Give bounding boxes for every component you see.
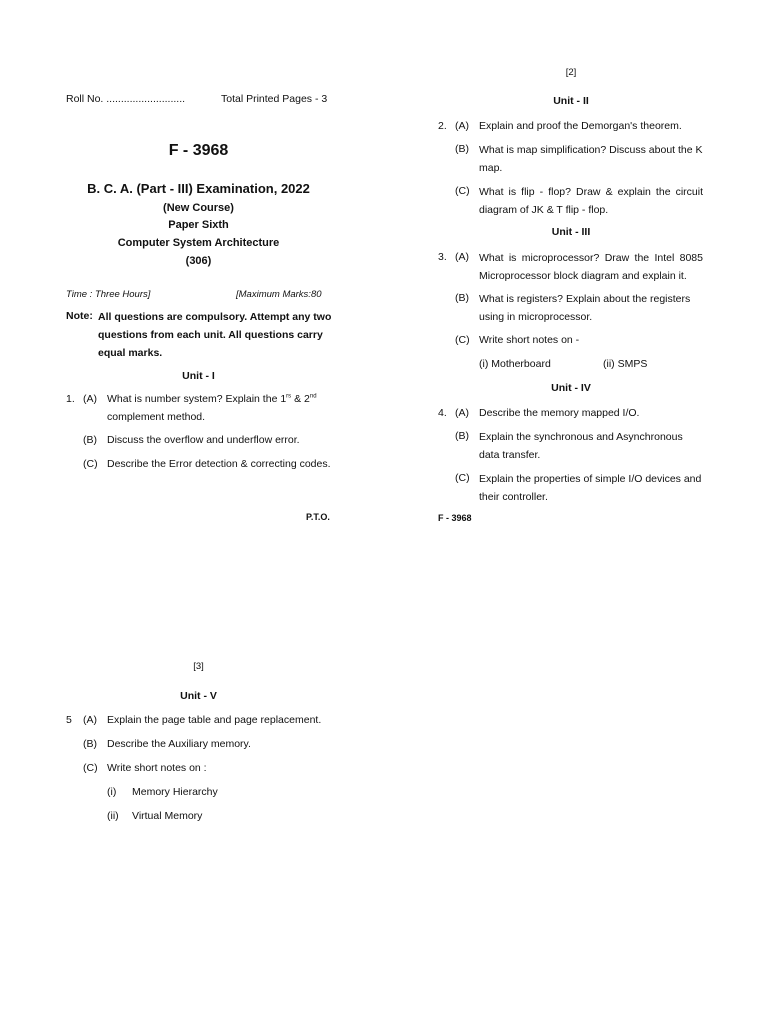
question-5-number: 5 bbox=[66, 714, 72, 726]
question-1a-text: What is number system? Explain the $1^{rs}$ & 2nd bbox=[107, 393, 317, 405]
question-2-number: 2. bbox=[438, 120, 447, 132]
note-label: Note: bbox=[66, 310, 93, 322]
question-1b-label: (B) bbox=[83, 434, 97, 446]
total-printed-pages: Total Printed Pages - 3 bbox=[221, 93, 328, 105]
question-1a-text-cont: complement method. bbox=[107, 411, 206, 423]
question-3c-text: Write short notes on - bbox=[479, 334, 580, 346]
question-1a-label: (A) bbox=[83, 393, 97, 405]
unit-5-title: Unit - V bbox=[180, 690, 217, 702]
unit-3-title: Unit - III bbox=[551, 226, 591, 238]
paper-number: (306) bbox=[185, 255, 212, 267]
question-4a-text: Describe the memory mapped I/O. bbox=[479, 407, 640, 419]
question-3b-text: What is registers? Explain about the registers using in microprocessor. bbox=[479, 293, 691, 323]
question-5c-label: (C) bbox=[83, 762, 98, 774]
paper-line: Paper Sixth bbox=[168, 219, 229, 231]
question-5c-item-ii-text: Virtual Memory bbox=[132, 810, 203, 822]
question-1c-label: (C) bbox=[83, 458, 98, 470]
page-number-2: [2] bbox=[565, 67, 577, 78]
question-5c-item-ii-label: (ii) bbox=[107, 810, 119, 822]
question-3c-label: (C) bbox=[455, 334, 470, 346]
maximum-marks: [Maximum Marks:80 bbox=[236, 289, 322, 300]
question-3c-item-i: (i) Motherboard bbox=[479, 358, 551, 370]
question-4b-label: (B) bbox=[455, 430, 469, 442]
question-2c-label: (C) bbox=[455, 185, 470, 197]
paper-code-title: F - 3968 bbox=[168, 142, 229, 159]
unit-4-title: Unit - IV bbox=[551, 382, 591, 394]
question-1b-text: Discuss the overflow and underflow error. bbox=[107, 434, 300, 446]
note-text: All questions are compulsory. Attempt any two questions from each unit. All questions carry equal marks. bbox=[98, 311, 332, 359]
course-line: (New Course) bbox=[163, 202, 234, 214]
question-4c-label: (C) bbox=[455, 472, 470, 484]
question-4-number: 4. bbox=[438, 407, 447, 419]
question-5a-text: Explain the page table and page replacement. bbox=[107, 714, 322, 726]
question-5b-label: (B) bbox=[83, 738, 97, 750]
question-5b-text: Describe the Auxiliary memory. bbox=[107, 738, 251, 750]
question-3a-label: (A) bbox=[455, 251, 469, 263]
question-3a-text: What is microprocessor? Draw the Intel 8085 Microprocessor block diagram and explain it. bbox=[479, 252, 703, 282]
question-5c-item-i-label: (i) bbox=[107, 786, 117, 798]
question-5a-label: (A) bbox=[83, 714, 97, 726]
question-4b-text: Explain the synchronous and Asynchronous data transfer. bbox=[479, 431, 683, 461]
question-5c-item-i-text: Memory Hierarchy bbox=[132, 786, 218, 798]
question-4c-text: Explain the properties of simple I/O devices and their controller. bbox=[479, 473, 702, 503]
question-5c-text: Write short notes on : bbox=[107, 762, 207, 774]
question-3c-item-ii: (ii) SMPS bbox=[603, 358, 648, 370]
time-allowed: Time : Three Hours] bbox=[66, 289, 151, 300]
roll-number: Roll No. ........................... bbox=[66, 93, 186, 105]
page-number-3: [3] bbox=[193, 661, 204, 672]
question-1c-text: Describe the Error detection & correcting codes. bbox=[107, 458, 331, 470]
exam-title: B. C. A. (Part - III) Examination, 2022 bbox=[87, 181, 310, 196]
unit-1-title: Unit - I bbox=[182, 370, 215, 382]
footer-paper-code: F - 3968 bbox=[438, 513, 472, 523]
question-4a-label: (A) bbox=[455, 407, 469, 419]
pto-marker: P.T.O. bbox=[306, 512, 330, 522]
question-1-number: 1. bbox=[66, 393, 75, 405]
question-2b-label: (B) bbox=[455, 143, 469, 155]
question-3-number: 3. bbox=[438, 251, 447, 263]
question-2c-text: What is flip - flop? Draw & explain the circuit diagram of JK & T flip - flop. bbox=[479, 186, 703, 216]
question-2b-text: What is map simplification? Discuss about the K map. bbox=[479, 144, 703, 174]
question-2a-label: (A) bbox=[455, 120, 469, 132]
question-2a-text: Explain and proof the Demorgan's theorem. bbox=[479, 120, 682, 132]
subject-line: Computer System Architecture bbox=[117, 237, 280, 249]
unit-2-title: Unit - II bbox=[553, 95, 589, 107]
question-3b-label: (B) bbox=[455, 292, 469, 304]
